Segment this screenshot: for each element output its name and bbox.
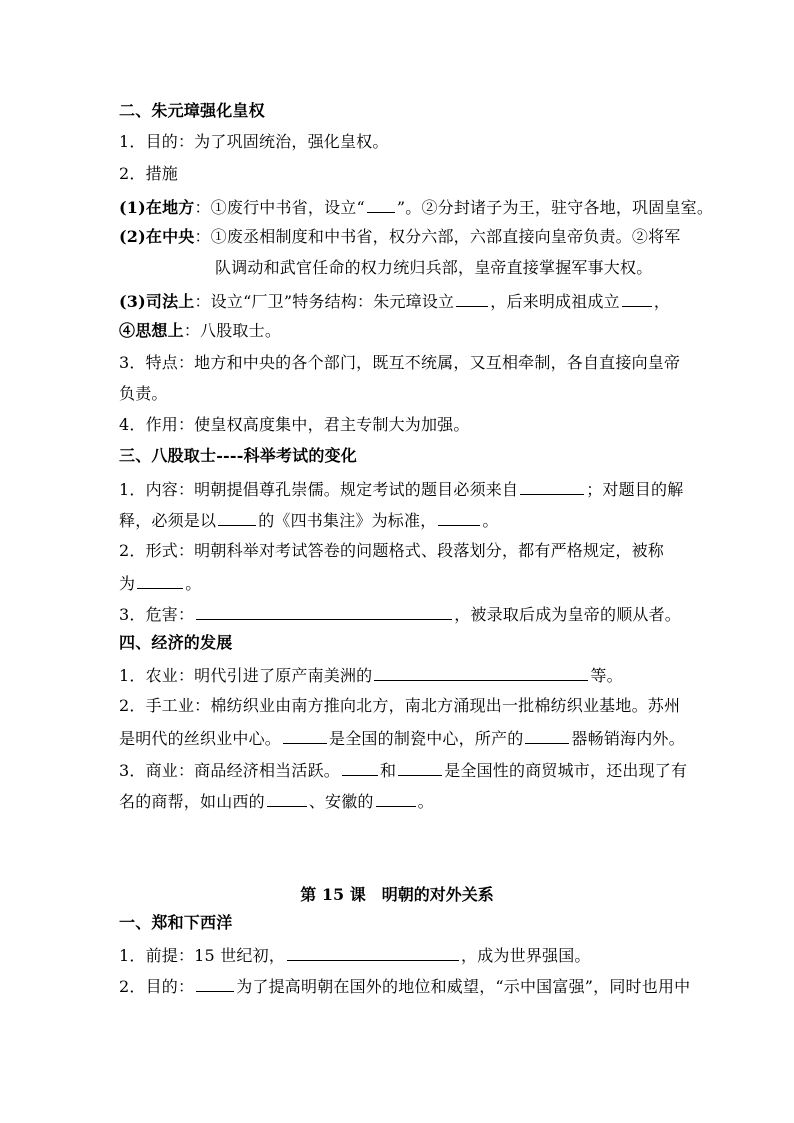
answer-blank[interactable] xyxy=(342,758,378,776)
exam-content-text-a: 1．内容：明朝提倡尊孔崇儒。规定考试的题目必须来自 xyxy=(119,480,519,499)
exam-harm-text-a: 3．危害： xyxy=(119,605,195,624)
exam-content-text-b: ；对题目的解 xyxy=(586,480,684,499)
premise-text-a: 1．前提：15 世纪初， xyxy=(119,946,286,965)
commerce-text-c: 是全国性的商贸城市，还出现了有 xyxy=(444,761,688,780)
answer-blank[interactable] xyxy=(283,726,327,744)
answer-blank[interactable] xyxy=(374,663,588,681)
measure-judicial-line xyxy=(119,289,670,313)
answer-blank[interactable] xyxy=(287,943,459,961)
voyage-goal-text-a: 2．目的： xyxy=(119,977,195,996)
measure-local-text-b: ”。②分封诸子为王，驻守各地，巩固皇室。 xyxy=(396,198,714,217)
features-line-2: 负责。 xyxy=(119,384,168,403)
measure-judicial-text-a: ：设立“厂卫”特务结构：朱元璋设立 xyxy=(194,292,455,311)
premise-line xyxy=(119,943,591,967)
measure-central-text-1: ：①废丞相制度和中书省，权分六部，六部直接向皇帝负责。②将军 xyxy=(194,227,681,246)
measure-thought-line xyxy=(119,320,281,342)
handicraft-line-2 xyxy=(119,726,685,750)
answer-blank[interactable] xyxy=(456,289,488,307)
commerce-text-e: 、安徽的 xyxy=(308,792,374,811)
lesson-title: 第 15 课 明朝的对外关系 xyxy=(300,885,494,904)
measure-thought-label: ④思想上 xyxy=(119,321,184,340)
features-line-1: 3．特点：地方和中央的各个部门，既互不统属，又互相牵制，各自直接向皇帝 xyxy=(119,353,681,372)
measure-local-text-a: ：①废行中书省，设立“ xyxy=(194,198,365,217)
commerce-line-2 xyxy=(119,789,434,813)
commerce-text-b: 和 xyxy=(379,761,397,780)
premise-text-b: ，成为世界强国。 xyxy=(461,946,591,965)
measure-central-label: (2)在中央 xyxy=(119,227,195,246)
answer-blank[interactable] xyxy=(525,726,569,744)
measure-local-line xyxy=(119,195,713,219)
commerce-text-d: 名的商帮，如山西的 xyxy=(119,792,265,811)
answer-blank[interactable] xyxy=(376,789,416,807)
effect-line: 4．作用：使皇权高度集中，君主专制大为加强。 xyxy=(119,415,470,434)
answer-blank[interactable] xyxy=(137,571,183,589)
exam-form-text-a: 为 xyxy=(119,574,136,593)
agriculture-line xyxy=(119,663,623,687)
exam-content-line-1 xyxy=(119,477,683,501)
answer-blank[interactable] xyxy=(196,602,452,620)
goal-line: 1．目的：为了巩固统治，强化皇权。 xyxy=(119,132,389,151)
answer-blank[interactable] xyxy=(520,477,584,495)
exam-content-line-2 xyxy=(119,508,499,532)
handicraft-text-a: 是明代的丝织业中心。 xyxy=(119,729,282,748)
exam-form-text-b: 。 xyxy=(185,574,202,593)
section-heading-eight-legged-essay: 三、八股取士----科举考试的变化 xyxy=(119,446,357,465)
section-heading-zheng-he: 一、郑和下西洋 xyxy=(119,913,233,932)
handicraft-text-c: 器畅销海内外。 xyxy=(571,729,685,748)
answer-blank[interactable] xyxy=(398,758,442,776)
exam-content-text-c: 释，必须是以 xyxy=(119,511,217,530)
measure-central-line-1 xyxy=(119,226,681,248)
agriculture-text-a: 1．农业：明代引进了原产南美洲的 xyxy=(119,666,373,685)
answer-blank[interactable] xyxy=(218,508,256,526)
exam-form-line-1: 2．形式：明朝科举对考试答卷的问题格式、段落划分，都有严格规定，被称 xyxy=(119,541,664,560)
commerce-text-a: 3．商业：商品经济相当活跃。 xyxy=(119,761,340,780)
measure-judicial-label: (3)司法上 xyxy=(119,292,195,311)
answer-blank[interactable] xyxy=(622,289,652,307)
answer-blank[interactable] xyxy=(196,974,234,992)
agriculture-text-b: 等。 xyxy=(590,666,623,685)
exam-content-text-d: 的《四书集注》为标准， xyxy=(258,511,437,530)
exam-content-text-e: 。 xyxy=(482,511,499,530)
section-heading-economy: 四、经济的发展 xyxy=(119,633,233,652)
measure-judicial-text-b: ，后来明成祖成立 xyxy=(490,292,620,311)
measure-local-label: (1)在地方 xyxy=(119,198,195,217)
commerce-text-f: 。 xyxy=(417,792,434,811)
handicraft-text-b: 是全国的制瓷中心，所产的 xyxy=(329,729,524,748)
answer-blank[interactable] xyxy=(267,789,307,807)
measure-central-line-2: 队调动和武官任命的权力统归兵部，皇帝直接掌握军事大权。 xyxy=(215,258,653,277)
voyage-goal-text-b: 为了提高明朝在国外的地位和威望，“示中国富强”，同时也用中 xyxy=(236,977,691,996)
answer-blank[interactable] xyxy=(438,508,480,526)
exam-harm-text-b: ，被录取后成为皇帝的顺从者。 xyxy=(454,605,681,624)
section-heading-strengthen-imperial-power: 二、朱元璋强化皇权 xyxy=(119,101,265,120)
voyage-goal-line xyxy=(119,974,690,998)
exam-form-line-2 xyxy=(119,571,201,595)
measure-thought-text: ：八股取士。 xyxy=(183,321,282,340)
handicraft-line-1: 2．手工业：棉纺织业由南方推向北方，南北方涌现出一批棉纺织业基地。苏州 xyxy=(119,696,681,715)
commerce-line-1 xyxy=(119,758,687,782)
measure-judicial-text-c: ， xyxy=(653,292,671,311)
measures-title: 2．措施 xyxy=(119,164,178,183)
exam-harm-line xyxy=(119,602,681,626)
answer-blank[interactable] xyxy=(367,195,395,213)
